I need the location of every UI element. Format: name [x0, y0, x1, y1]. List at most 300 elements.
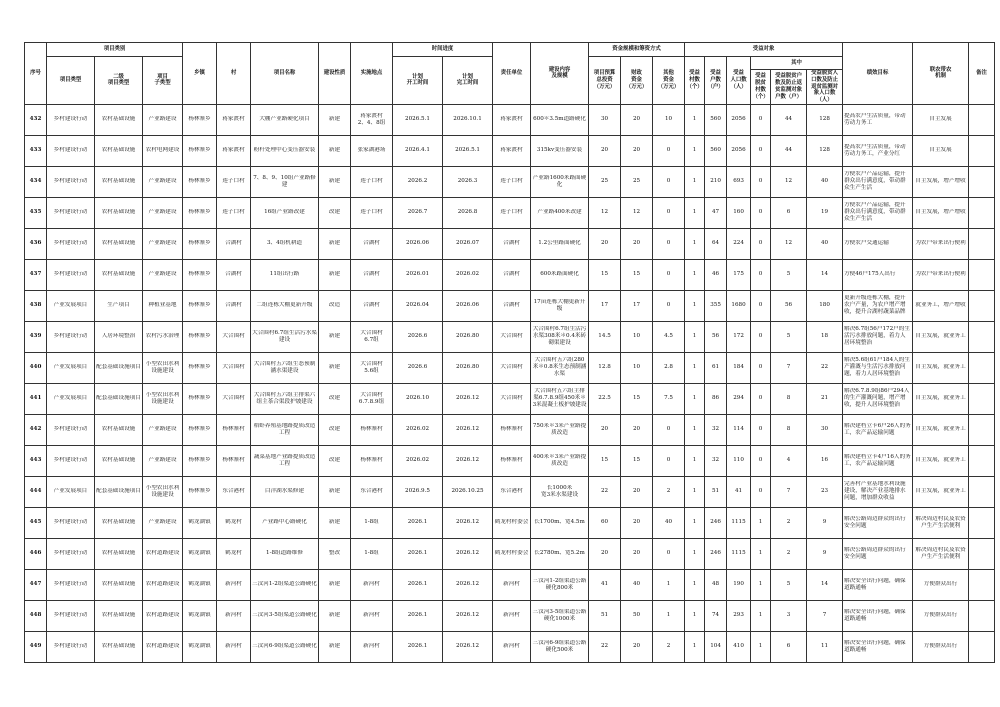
- row-project-name: [251, 259, 319, 290]
- row-benefit-households: [705, 414, 727, 445]
- row-secondary-type: [95, 445, 143, 476]
- row-poverty-population-text: 21: [820, 395, 829, 402]
- row-project-name-text: 3、4组机耕道: [266, 240, 303, 247]
- row-seq-text: 439: [29, 333, 42, 340]
- row-end-time-text: 2026.12: [455, 457, 480, 464]
- row-project-name-text: 7、8、9、10组产业路修建: [253, 174, 316, 188]
- row-poverty-population-text: 23: [820, 488, 829, 495]
- row-responsible-text: 合湖村: [503, 271, 520, 278]
- row-start-time-text: 2026.1: [407, 519, 428, 526]
- row-project-name: [251, 352, 319, 383]
- row-start-time-text: 2026.1: [407, 581, 428, 588]
- row-project-type-text: 乡村建设行动: [53, 550, 88, 557]
- row-project-type: [47, 197, 95, 228]
- row-benefit-households: [705, 445, 727, 476]
- row-village-text: 蒋家渡村: [222, 116, 245, 123]
- row-town: [183, 507, 217, 538]
- row-poverty-villages: [751, 476, 771, 507]
- row-seq-text: 443: [29, 457, 42, 464]
- row-seq: [25, 228, 47, 259]
- row-project-name-text: 16组产业路改建: [264, 209, 305, 216]
- row-linkage: [913, 135, 969, 166]
- row-benefit-households-text: 74: [711, 612, 720, 619]
- row-secondary-type: [95, 259, 143, 290]
- row-poverty-population-text: 128: [819, 116, 830, 123]
- row-poverty-population-text: 7: [822, 612, 827, 619]
- row-budget-total: [589, 135, 621, 166]
- row-other-funds-text: 4.5: [664, 333, 673, 340]
- row-seq-text: 448: [29, 612, 42, 619]
- row-linkage: [913, 321, 969, 352]
- table-row: [25, 197, 995, 228]
- row-build-nature-text: 新建: [328, 333, 341, 340]
- row-project-type-text: 产业发展项目: [53, 302, 88, 309]
- row-poverty-households: [771, 197, 807, 228]
- row-benefit-population-text: 114: [733, 426, 744, 433]
- row-sub-type-text: 农村道路建设: [145, 550, 180, 557]
- row-other-funds: [653, 631, 685, 662]
- row-content-text: 大合围村五六组280米＊0.8米生态预制涵水渠: [532, 357, 587, 378]
- row-poverty-households: [771, 290, 807, 321]
- table-row: [25, 135, 995, 166]
- row-project-name: [251, 507, 319, 538]
- row-budget-total-text: 51: [600, 612, 609, 619]
- row-end-time: [443, 290, 493, 321]
- row-sub-type-text: 产业路建设: [148, 240, 177, 247]
- row-linkage-text: 自主发展，就业务工: [915, 364, 966, 371]
- row-village-text: 蒋家渡村: [222, 147, 245, 154]
- row-town: [183, 352, 217, 383]
- row-town: [183, 476, 217, 507]
- row-benefit-population-text: 1680: [731, 302, 746, 309]
- row-linkage-text: 解决周边村民及农资户生产生活便利: [915, 546, 966, 560]
- row-benefit-population-text: 693: [733, 178, 744, 185]
- row-remarks: [969, 135, 995, 166]
- row-linkage: [913, 290, 969, 321]
- row-content: [531, 507, 589, 538]
- row-content: [531, 197, 589, 228]
- row-budget-total: [589, 538, 621, 569]
- row-sub-type-text: 农村道路建设: [145, 612, 180, 619]
- row-benefit-population-text: 1115: [731, 519, 746, 526]
- row-fiscal-funds-text: 20: [632, 147, 641, 154]
- row-project-type-text: 乡村建设行动: [53, 178, 88, 185]
- row-project-name-text: 产业路中心路硬化: [262, 519, 307, 526]
- row-start-time: [393, 507, 443, 538]
- row-start-time-text: 2026.9.5: [405, 488, 430, 495]
- row-project-name: [251, 290, 319, 321]
- row-benefit-households: [705, 321, 727, 352]
- row-sub-type-text: 产业路建设: [148, 271, 177, 278]
- header-budget-total: 项目预算 总投资 （万元）: [589, 57, 621, 105]
- row-build-nature: [319, 352, 351, 383]
- row-benefit-villages-text: 1: [692, 271, 697, 278]
- row-linkage: [913, 259, 969, 290]
- row-location: [351, 228, 393, 259]
- row-content-text: 三汊河3-5组渠道公路硬化1000米: [532, 608, 587, 622]
- row-budget-total-text: 41: [600, 581, 609, 588]
- row-benefit-households: [705, 290, 727, 321]
- row-sub-type: [143, 321, 183, 352]
- row-sub-type: [143, 197, 183, 228]
- row-town: [183, 569, 217, 600]
- table-row: [25, 290, 995, 321]
- row-fiscal-funds: [621, 104, 653, 135]
- row-build-nature-text: 新建: [328, 178, 341, 185]
- row-village: [217, 259, 251, 290]
- row-benefit-villages: [685, 228, 705, 259]
- row-performance-text: 完善村产业基地水利设施建设，解决产业基地排水问题，增加群众收益: [844, 481, 906, 502]
- row-village-text: 新河村: [225, 612, 242, 619]
- row-performance: [843, 352, 913, 383]
- row-poverty-villages: [751, 228, 771, 259]
- row-poverty-households-text: 6: [786, 209, 791, 216]
- row-start-time-text: 2026.5.1: [405, 116, 430, 123]
- row-build-nature-text: 新建: [328, 581, 341, 588]
- row-sub-type: [143, 600, 183, 631]
- row-poverty-population: [807, 600, 843, 631]
- header-benefit-villages: 受益 村数 （个）: [685, 57, 705, 105]
- row-content-text: 产业路1600米路面硬化: [532, 174, 587, 188]
- row-poverty-villages-text: 0: [758, 147, 763, 154]
- row-sub-type: [143, 631, 183, 662]
- row-project-name-text: 11组出行路: [269, 271, 300, 278]
- row-start-time: [393, 631, 443, 662]
- row-town-text: 杨林寨乡: [188, 147, 211, 154]
- row-benefit-villages-text: 1: [692, 240, 697, 247]
- row-poverty-villages-text: 0: [758, 395, 763, 402]
- row-sub-type-text: 农村道路建设: [145, 581, 180, 588]
- row-village-text: 鹤龙村: [225, 519, 242, 526]
- row-build-nature: [319, 476, 351, 507]
- row-seq: [25, 445, 47, 476]
- row-project-type-text: 乡村建设行动: [53, 426, 88, 433]
- row-sub-type: [143, 414, 183, 445]
- row-seq: [25, 290, 47, 321]
- row-location: [351, 259, 393, 290]
- header-category-group: 项目类别: [47, 43, 183, 57]
- row-fiscal-funds: [621, 476, 653, 507]
- row-end-time: [443, 476, 493, 507]
- row-end-time-text: 2026.80: [455, 333, 480, 340]
- row-budget-total-text: 12.8: [598, 364, 611, 371]
- row-end-time-text: 2026.80: [455, 364, 480, 371]
- row-village-text: 东合港村: [222, 488, 245, 495]
- row-build-nature: [319, 135, 351, 166]
- row-village: [217, 228, 251, 259]
- header-village: 村: [217, 43, 251, 105]
- row-remarks: [969, 166, 995, 197]
- row-budget-total: [589, 414, 621, 445]
- row-secondary-type: [95, 476, 143, 507]
- row-benefit-households-text: 61: [711, 364, 720, 371]
- row-benefit-households: [705, 476, 727, 507]
- row-benefit-population-text: 2056: [731, 147, 746, 154]
- row-location-text: 大合围村 6.7.8.9组: [358, 391, 385, 405]
- row-poverty-villages-text: 1: [758, 550, 763, 557]
- row-content-text: 长1000米 宽3米水渠建设: [540, 484, 579, 498]
- row-start-time-text: 2026.02: [405, 426, 430, 433]
- row-content: [531, 166, 589, 197]
- row-benefit-population: [727, 631, 751, 662]
- row-benefit-villages-text: 1: [692, 395, 697, 402]
- row-linkage-text: 解决周边村民及农资户生产生活便利: [915, 515, 966, 529]
- row-remarks: [969, 476, 995, 507]
- row-location-text: 合湖村: [363, 271, 380, 278]
- table-row: [25, 166, 995, 197]
- row-fiscal-funds: [621, 197, 653, 228]
- row-content: [531, 228, 589, 259]
- row-content: [531, 383, 589, 414]
- row-performance-text: 方便农户产品运输，提升群众出行满意度，带动群众生产生活: [844, 171, 906, 192]
- row-project-type: [47, 445, 95, 476]
- row-remarks: [969, 259, 995, 290]
- row-build-nature-text: 新建: [328, 147, 341, 154]
- row-build-nature: [319, 290, 351, 321]
- row-village-text: 杨林寨村: [222, 457, 245, 464]
- row-town: [183, 631, 217, 662]
- row-content-text: 1.2公里路面硬化: [538, 240, 581, 247]
- table-row: [25, 507, 995, 538]
- row-performance-text: 解决公路周边群众的出行安全问题: [844, 546, 906, 560]
- header-funds-group: 资金规模和筹资方式: [589, 43, 685, 57]
- row-poverty-households: [771, 538, 807, 569]
- row-poverty-households: [771, 476, 807, 507]
- row-sub-type: [143, 569, 183, 600]
- row-seq-text: 444: [29, 488, 42, 495]
- table-row: [25, 445, 995, 476]
- row-responsible-text: 莲子口村: [500, 209, 523, 216]
- row-benefit-population: [727, 352, 751, 383]
- row-location: [351, 631, 393, 662]
- row-performance-text: 解决建档立卡6户26人的务工，农产品运输问题: [844, 422, 911, 436]
- row-benefit-population-text: 1115: [731, 550, 746, 557]
- row-project-name-text: 蔬菜基地产业路提质改造工程: [253, 453, 316, 467]
- row-village: [217, 631, 251, 662]
- row-project-name-text: 白洋湖水渠修建: [264, 488, 305, 495]
- row-start-time: [393, 259, 443, 290]
- row-location: [351, 104, 393, 135]
- row-performance: [843, 321, 913, 352]
- row-performance: [843, 600, 913, 631]
- row-benefit-households: [705, 197, 727, 228]
- row-seq-text: 433: [29, 147, 42, 154]
- row-fiscal-funds-text: 20: [632, 488, 641, 495]
- row-poverty-population-text: 30: [820, 426, 829, 433]
- row-other-funds: [653, 104, 685, 135]
- row-benefit-villages-text: 1: [692, 116, 697, 123]
- row-fiscal-funds: [621, 507, 653, 538]
- row-performance-text: 解决6.7.8.9组86户294人的生产灌溉问题，增产增收，提升人居环境整治: [844, 388, 910, 409]
- row-content-text: 三汊河1-2组渠道公路硬化800米: [532, 577, 587, 591]
- row-responsible: [493, 538, 531, 569]
- row-poverty-villages: [751, 600, 771, 631]
- row-town: [183, 538, 217, 569]
- row-project-type-text: 产业发展项目: [53, 395, 88, 402]
- row-sub-type: [143, 104, 183, 135]
- row-benefit-households: [705, 631, 727, 662]
- row-town: [183, 197, 217, 228]
- row-secondary-type-text: 农村基础设施: [101, 612, 136, 619]
- row-seq-text: 440: [29, 364, 42, 371]
- row-benefit-population-text: 294: [733, 395, 744, 402]
- row-linkage: [913, 104, 969, 135]
- header-content: 建设内容 及规模: [531, 43, 589, 105]
- row-poverty-villages: [751, 414, 771, 445]
- row-poverty-villages-text: 0: [758, 364, 763, 371]
- row-other-funds-text: 0: [666, 302, 671, 309]
- row-benefit-villages-text: 1: [692, 147, 697, 154]
- row-poverty-households: [771, 445, 807, 476]
- row-fiscal-funds-text: 17: [632, 302, 641, 309]
- row-responsible-text: 合湖村: [503, 240, 520, 247]
- row-town-text: 杨林寨乡: [188, 302, 211, 309]
- row-remarks: [969, 507, 995, 538]
- row-benefit-households-text: 46: [711, 271, 720, 278]
- row-poverty-villages: [751, 631, 771, 662]
- row-responsible-text: 鹤龙村村委会: [494, 550, 529, 557]
- row-remarks: [969, 445, 995, 476]
- row-seq: [25, 569, 47, 600]
- row-sub-type-text: 产业路建设: [148, 178, 177, 185]
- header-poverty-population: 受益脱贫人 口数及防止 返贫监测对 象人口数（人）: [807, 70, 843, 105]
- header-other-funds: 其他 资金 （万元）: [653, 57, 685, 105]
- row-poverty-population: [807, 197, 843, 228]
- row-end-time: [443, 507, 493, 538]
- row-benefit-population: [727, 197, 751, 228]
- row-project-name: [251, 414, 319, 445]
- table-row: [25, 476, 995, 507]
- row-end-time: [443, 414, 493, 445]
- row-build-nature-text: 新建: [328, 612, 341, 619]
- row-benefit-households-text: 104: [710, 643, 721, 650]
- row-project-type: [47, 414, 95, 445]
- row-project-type: [47, 135, 95, 166]
- row-village-text: 莲子口村: [222, 178, 245, 185]
- table-row: [25, 352, 995, 383]
- row-town-text: 杨林寨乡: [188, 178, 211, 185]
- row-poverty-population-text: 40: [820, 240, 829, 247]
- row-benefit-villages: [685, 507, 705, 538]
- row-benefit-population-text: 190: [733, 581, 744, 588]
- row-other-funds: [653, 476, 685, 507]
- row-project-name: [251, 135, 319, 166]
- row-linkage-text: 自主发展: [929, 116, 952, 123]
- row-town-text: 杨林寨乡: [188, 271, 211, 278]
- project-table: [24, 42, 995, 663]
- row-other-funds-text: 2: [666, 488, 671, 495]
- table-row: [25, 104, 995, 135]
- row-performance-text: 解决安全出行问题，确保道路通畅: [844, 608, 906, 622]
- row-village-text: 合湖村: [225, 302, 242, 309]
- row-village: [217, 135, 251, 166]
- row-poverty-population: [807, 383, 843, 414]
- row-village: [217, 600, 251, 631]
- row-town-text: 杨林寨乡: [188, 333, 211, 340]
- row-town-text: 杨林寨乡: [188, 116, 211, 123]
- row-content: [531, 538, 589, 569]
- row-linkage: [913, 631, 969, 662]
- row-start-time-text: 2026.4.1: [405, 147, 430, 154]
- row-performance-text: 解决公路周边群众的出行安全问题: [844, 515, 906, 529]
- row-other-funds: [653, 135, 685, 166]
- row-end-time-text: 2026.10.1: [453, 116, 482, 123]
- row-performance: [843, 228, 913, 259]
- row-start-time-text: 2026.1: [407, 643, 428, 650]
- row-seq-text: 449: [29, 643, 42, 650]
- row-linkage: [913, 476, 969, 507]
- row-location: [351, 321, 393, 352]
- row-poverty-households-text: 5: [786, 271, 791, 278]
- row-budget-total-text: 25: [600, 178, 609, 185]
- row-project-type-text: 乡村建设行动: [53, 519, 88, 526]
- row-budget-total-text: 20: [600, 147, 609, 154]
- row-other-funds-text: 7.5: [664, 395, 673, 402]
- row-location: [351, 538, 393, 569]
- row-poverty-population: [807, 259, 843, 290]
- row-benefit-population-text: 172: [733, 333, 744, 340]
- row-other-funds-text: 40: [664, 519, 673, 526]
- row-seq-text: 436: [29, 240, 42, 247]
- row-seq: [25, 197, 47, 228]
- row-seq-text: 437: [29, 271, 42, 278]
- row-start-time: [393, 414, 443, 445]
- row-poverty-households: [771, 414, 807, 445]
- row-content-text: 750米＊3米产业路提质改造: [532, 422, 587, 436]
- row-secondary-type: [95, 538, 143, 569]
- row-town-text: 鹤龙湖镇: [188, 581, 211, 588]
- row-responsible: [493, 476, 531, 507]
- row-responsible: [493, 290, 531, 321]
- row-build-nature: [319, 600, 351, 631]
- row-benefit-population-text: 2056: [731, 116, 746, 123]
- row-content: [531, 445, 589, 476]
- row-village-text: 大合围村: [222, 395, 245, 402]
- row-content: [531, 476, 589, 507]
- row-end-time: [443, 631, 493, 662]
- row-sub-type-text: 农村电网建设: [145, 147, 180, 154]
- row-content-text: 大合围村6.7组生活污水渠308米＊0.4米砖砌渠建设: [532, 326, 587, 347]
- row-fiscal-funds-text: 12: [632, 209, 641, 216]
- row-poverty-villages-text: 0: [758, 271, 763, 278]
- row-benefit-households: [705, 383, 727, 414]
- row-town: [183, 445, 217, 476]
- row-start-time: [393, 352, 443, 383]
- row-other-funds-text: 0: [666, 240, 671, 247]
- row-linkage: [913, 600, 969, 631]
- row-location: [351, 569, 393, 600]
- row-village: [217, 538, 251, 569]
- row-content: [531, 259, 589, 290]
- row-benefit-villages: [685, 569, 705, 600]
- row-start-time-text: 2026.7: [407, 209, 428, 216]
- row-budget-total-text: 14.5: [598, 333, 611, 340]
- row-poverty-villages: [751, 507, 771, 538]
- row-poverty-population: [807, 228, 843, 259]
- row-project-type-text: 乡村建设行动: [53, 116, 88, 123]
- row-remarks: [969, 569, 995, 600]
- row-secondary-type-text: 农村基础设施: [101, 271, 136, 278]
- row-fiscal-funds: [621, 414, 653, 445]
- header-project-type: 项目类型: [47, 57, 95, 105]
- row-sub-type-text: 产业路建设: [148, 209, 177, 216]
- table-row: [25, 321, 995, 352]
- row-benefit-population: [727, 507, 751, 538]
- row-benefit-population: [727, 600, 751, 631]
- row-benefit-villages-text: 1: [692, 550, 697, 557]
- row-secondary-type-text: 生产项目: [107, 302, 130, 309]
- row-remarks: [969, 104, 995, 135]
